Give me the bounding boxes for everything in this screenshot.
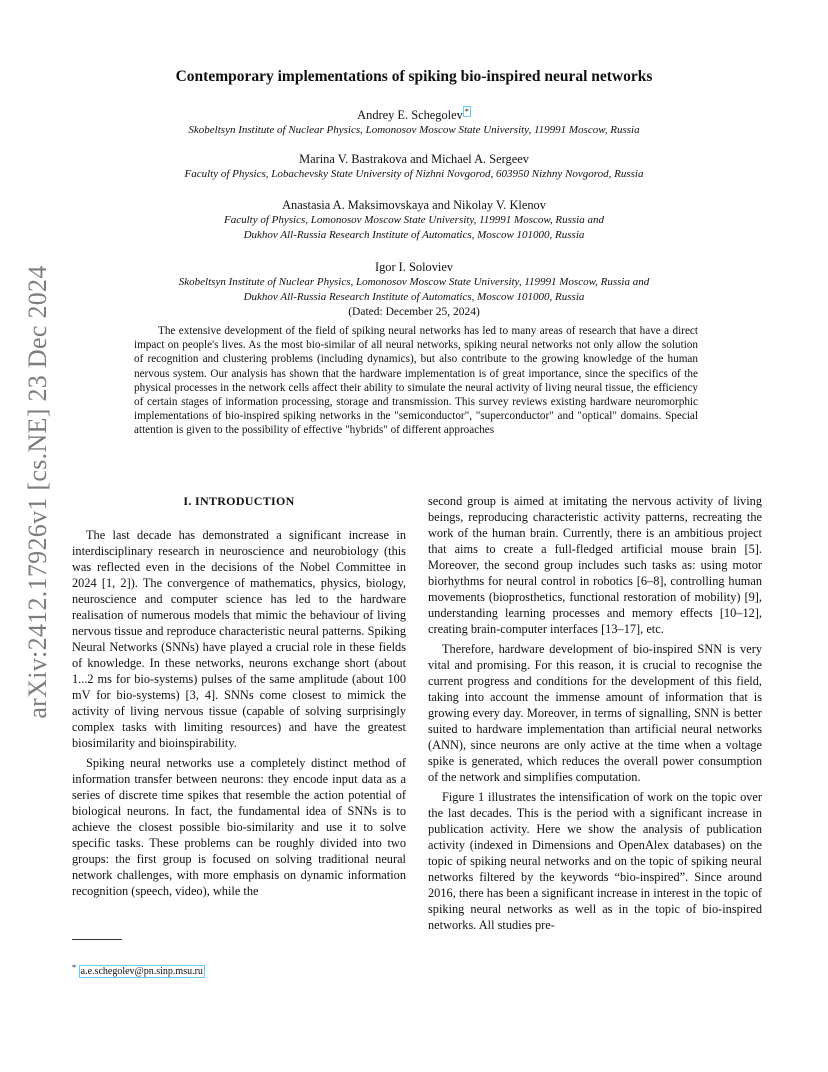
paragraph: The last decade has demonstrated a significant increase in interdisciplinary research in neuroscience and neurobiology (this was reflected even in the decisions of the Nobel Committee in 2024 [1, 2]). The convergence of mathematics, physics, biology, neuroscience and computer science has led to the hardware realisation of numerous models that mimic the behaviour of living nervous tissue and reproduce characteristic neural patterns. Spiking Neural Networks (SNNs) have played a crucial role in these fields of knowledge. In these networks, neurons exchange short (about 1...2 ms for bio-systems) pulses of the same amplitude (about 100 mV for bio-systems) [3, 4]. SNNs come closest to mimick the activity of living nervous tissue (capable of solving surprisingly complex tasks with limiting resources) and have the greatest biosimilarity and bioinspirability. <box>72 528 406 750</box>
footnote-mark: * <box>72 963 77 972</box>
dated-line: (Dated: December 25, 2024) <box>348 306 480 318</box>
author-names: Anastasia A. Maksimovskaya and Nikolay V. Klenov <box>282 198 546 212</box>
arxiv-watermark <box>18 265 58 719</box>
paragraph: Figure 1 illustrates the intensification of work on the topic over the last decades. This is the period with a significant increase in publication activity. Here we show the analysis of publication activity (indexed in Dimensions and OpenAlex databases) on the topic of spiking neural networks and on the topic of spiking neural networks filtered by the keywords “bio-inspired”. Since around 2016, there has been a significant increase in interest in the topic of spiking neural networks as well as in the topic of bio-inspired networks. All studies pre- <box>428 790 762 932</box>
affiliation: Dukhov All-Russia Research Institute of Automatics, Moscow 101000, Russia <box>243 291 585 303</box>
author-block-4 <box>0 260 828 320</box>
paragraph: second group is aimed at imitating the nervous activity of living beings, reproducing characteristic activity patterns, recreating the work of the human brain. Currently, there is an ambitious project that aims to create a full-fledged artificial mouse brain [5]. Moreover, the second group includes such tasks as: using motor biorhythms for neural control in robotics [6–8], controlling human movements (bioprosthetics, functional restoration of mobility) [9], understanding learning processes and memory effects [10–12], creating brain-computer interfaces [13–17], etc. <box>428 494 762 636</box>
affiliation: Faculty of Physics, Lomonosov Moscow State University, 119991 Moscow, Russia and <box>224 214 604 226</box>
arxiv-id-text: arXiv:2412.17926v1 [cs.NE] 23 Dec 2024 <box>23 265 52 719</box>
affiliation: Skobeltsyn Institute of Nuclear Physics, Lomonosov Moscow State University, 119991 Moscow, Russia and <box>178 276 650 288</box>
affiliation: Faculty of Physics, Lobachevsky State University of Nizhni Novgorod, 603950 Nizhny Novgorod, Russia <box>184 168 644 180</box>
footnote-rule <box>72 939 122 940</box>
email-link[interactable]: a.e.schegolev@pn.sinp.msu.ru <box>80 966 203 978</box>
paragraph: Spiking neural networks use a completely distinct method of information transfer between neurons: they encode input data as a series of discrete time spikes that resemble the action potential of biological neurons. In fact, the fundamental idea of SNNs is to achieve the closest possible bio-similarity and use it to solve specific tasks. These problems can be roughly divided into two groups: the first group is focused on solving traditional neural network challenges, with more emphasis on dynamic information recognition (speech, video), while the <box>72 756 406 898</box>
footnote <box>72 963 205 977</box>
paper-title: Contemporary implementations of spiking bio-inspired neural networks <box>175 68 653 85</box>
footnote-marker[interactable]: * <box>464 107 469 116</box>
right-column <box>428 493 762 933</box>
author-block-1 <box>0 104 828 138</box>
author-block-2 <box>0 152 828 182</box>
left-column <box>72 490 406 899</box>
affiliation: Skobeltsyn Institute of Nuclear Physics, Lomonosov Moscow State University, 119991 Moscow, Russia <box>188 124 640 137</box>
paragraph: Therefore, hardware development of bio-inspired SNN is very vital and promising. For this reason, it is crucial to recognise the current progress and conditions for the development of this field, taking into account the immense amount of information that is growing every day. Moreover, in terms of signalling, SNN is better suited to hardware implementation than artificial neural networks (ANN), since neurons are only active at the time when a voltage spike is generated, which reduces the overall power consumption of the network and simplifies computation. <box>428 642 762 784</box>
abstract: The extensive development of the field of spiking neural networks has led to many areas of research that have a direct impact on people's lives. As the most bio-similar of all neural networks, spiking neural networks not only allow the solution of recognition and clustering problems (including dynamics), but also contribute to the growing knowledge of the human nervous system. Our analysis has shown that the hardware implementation is of great importance, since the specifics of the physical processes in the network cells affect their ability to simulate the neural activity of living neural tissue, the efficiency of certain stages of information processing, storage and transmission. This survey reviews existing hardware neuromorphic implementations of bio-inspired spiking networks in the "semiconductor", "superconductor" and "optical" domains. Special attention is given to the possibility of effective "hybrids" of different approaches <box>134 325 698 437</box>
section-heading: I. INTRODUCTION <box>183 494 295 508</box>
author-block-3 <box>0 198 828 243</box>
author-names: Igor I. Soloviev <box>374 260 454 274</box>
author-names: Andrey E. Schegolev * <box>357 107 469 123</box>
author-names: Marina V. Bastrakova and Michael A. Sergeev <box>299 152 529 166</box>
affiliation: Dukhov All-Russia Research Institute of Automatics, Moscow 101000, Russia <box>243 229 585 241</box>
